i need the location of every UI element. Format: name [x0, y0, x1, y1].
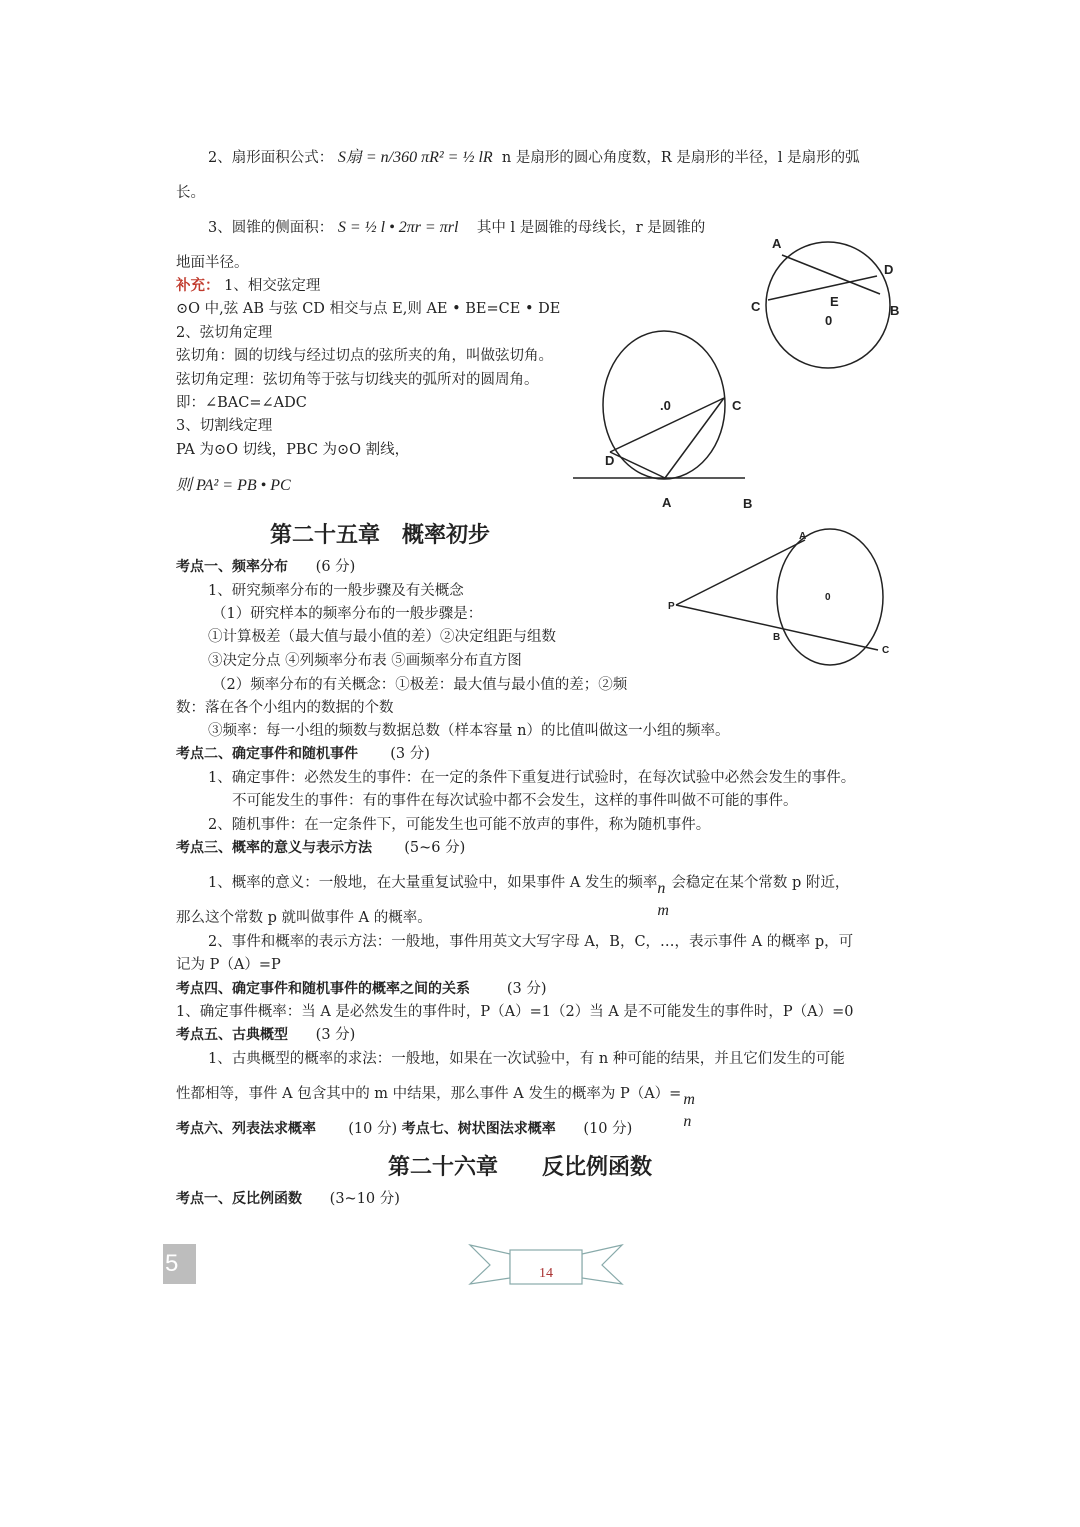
section-heading [176, 979, 547, 999]
text: 弦切角定理：弦切角等于弦与切线夹的弧所对的圆周角。 [176, 372, 539, 388]
text: n 是扇形的圆心角度数，R 是扇形的半径，l 是扇形的弧 [501, 150, 860, 166]
label-a: A [662, 495, 672, 510]
text: 2、随机事件：在一定条件下，可能发生也可能不放声的事件，称为随机事件。 [208, 817, 711, 833]
text: 地面半径。 [176, 255, 249, 271]
text: 数：落在各个小组内的数据的个数 [176, 700, 394, 716]
text: ③频率：每一小组的频数与数据总数（样本容量 n）的比值叫做这一小组的频率。 [208, 723, 730, 739]
label-o: 0 [825, 592, 831, 603]
label-a: A [772, 236, 782, 251]
label-c: C [732, 398, 742, 413]
text: 其中 l 是圆锥的母线长，r 是圆锥的 [476, 220, 706, 236]
label-b: B [743, 496, 753, 511]
heading: 考点三、概率的意义与表示方法 [176, 840, 372, 856]
text [208, 873, 850, 919]
heading: 考点六、列表法求概率 [176, 1121, 316, 1137]
section-heading [176, 744, 430, 764]
numerator: n [657, 880, 666, 897]
tangent-chord-diagram [573, 331, 752, 511]
text: ③决定分点 ④列频率分布表 ⑤画频率分布直方图 [208, 653, 522, 669]
score: (10 分) [583, 1121, 633, 1137]
ribbon-icon [466, 1240, 626, 1290]
label-o: .0 [660, 398, 671, 413]
score: (6 分) [315, 559, 356, 575]
intersecting-chords-diagram [751, 236, 899, 368]
score: (3 分) [315, 1027, 356, 1043]
score: (3~10 分) [329, 1191, 400, 1207]
text: 2、弦切角定理 [176, 325, 273, 341]
text: 记为 P（A）=P [176, 957, 281, 973]
label-a: A [799, 531, 807, 542]
text: 1、研究频率分布的一般步骤及有关概念 [208, 583, 464, 599]
text: 2、事件和概率的表示方法：一般地，事件用英文大写字母 A，B，C，…，表示事件 A 的概率 p，可 [208, 934, 854, 950]
label-p: P [668, 601, 675, 612]
text: ⊙O 中,弦 AB 与弦 CD 相交与点 E,则 AE • BE=CE • DE [176, 301, 561, 317]
text: PA 为⊙O 切线，PBC 为⊙O 割线， [176, 442, 410, 458]
section-heading [176, 1119, 632, 1139]
label-o: 0 [825, 313, 833, 328]
text: 性都相等，事件 A 包含其中的 m 中结果，那么事件 A 发生的概率为 P（A）= [176, 1086, 682, 1102]
text: 长。 [176, 185, 205, 201]
text: 1、概率的意义：一般地，在大量重复试验中，如果事件 A 发生的频率 [208, 875, 658, 891]
text: 1、确定事件概率：当 A 是必然发生的事件时，P（A）=1（2）当 A 是不可能发生的事件时，P（A）=0 [176, 1004, 854, 1020]
heading: 考点四、确定事件和随机事件的概率之间的关系 [176, 981, 470, 997]
section-heading [176, 1189, 400, 1209]
score: (3 分) [390, 746, 430, 762]
label-c: C [751, 299, 761, 314]
text: 会稳定在某个常数 p 附近， [671, 875, 850, 891]
text: 不可能发生的事件：有的事件在每次试验中都不会发生，这样的事件叫做不可能的事件。 [232, 793, 798, 809]
text: 1、确定事件：必然发生的事件：在一定的条件下重复进行试验时，在每次试验中必然会发生的事件。 [208, 770, 856, 786]
denominator: m [657, 902, 669, 919]
score: (5~6 分) [404, 840, 466, 856]
label-d: D [884, 262, 894, 277]
formula: 则 PA² = PB • PC [176, 477, 291, 494]
score: (10 分) [348, 1121, 398, 1137]
heading: 考点一、频率分布 [176, 559, 288, 575]
text: 即：∠BAC=∠ADC [176, 395, 307, 411]
numerator: m [683, 1091, 695, 1108]
text: 1、相交弦定理 [224, 278, 321, 294]
heading: 考点二、确定事件和随机事件 [176, 746, 358, 762]
text: 1、古典概型的概率的求法：一般地，如果在一次试验中，有 n 种可能的结果，并且它们发生的可能 [208, 1051, 845, 1067]
text: 那么这个常数 p 就叫做事件 A 的概率。 [176, 910, 432, 926]
heading: 考点五、古典概型 [176, 1027, 288, 1043]
denominator: n [683, 1113, 692, 1130]
heading: 考点七、树状图法求概率 [401, 1121, 556, 1137]
page-number: 14 [539, 1266, 553, 1281]
score: (3 分) [506, 981, 547, 997]
label: 3、圆锥的侧面积： [208, 220, 334, 236]
label-e: E [830, 294, 839, 309]
tangent-secant-diagram [668, 529, 889, 665]
text: （1）研究样本的频率分布的一般步骤是： [212, 606, 483, 622]
text: ①计算极差（最大值与最小值的差）②决定组距与组数 [208, 629, 556, 645]
heading: 考点一、反比例函数 [176, 1191, 302, 1207]
chapter-title: 第二十五章 概率初步 [270, 522, 491, 548]
section-heading [176, 838, 465, 858]
sector-formula: S扇 = n/360 πR² = ½ lR [337, 149, 493, 166]
cone-formula: S = ½ l • 2πr = πrl [337, 219, 459, 236]
section-heading [176, 1025, 355, 1045]
label-d: D [605, 453, 615, 468]
label-b: B [890, 303, 900, 318]
page-badge: 5 [163, 1244, 196, 1284]
text: 3、切割线定理 [176, 418, 273, 434]
supplement-label: 补充： [176, 277, 220, 294]
label-c: C [882, 645, 890, 656]
chapter-title: 第二十六章 反比例函数 [388, 1154, 653, 1180]
label: 2、扇形面积公式： [208, 150, 334, 166]
text: 弦切角：圆的切线与经过切点的弦所夹的角，叫做弦切角。 [176, 348, 553, 364]
geometry-diagrams [0, 0, 1080, 700]
text: （2）频率分布的有关概念：①极差：最大值与最小值的差；②频 [212, 677, 628, 693]
label-b: B [773, 632, 781, 643]
section-heading [176, 557, 355, 577]
